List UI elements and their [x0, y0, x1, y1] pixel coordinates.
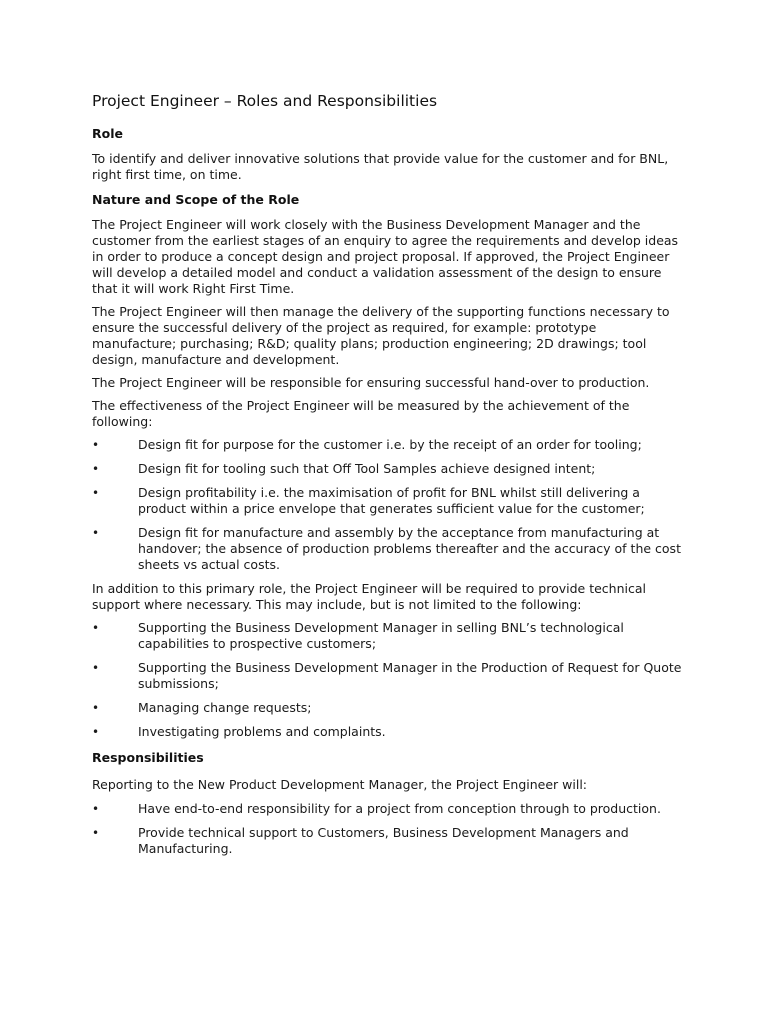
- list-item-text: Supporting the Business Development Manager in the Production of Request for Quote submissions;: [138, 660, 682, 691]
- bullet-icon: •: [92, 486, 100, 500]
- bullet-icon: •: [92, 826, 100, 840]
- list-item-text: Managing change requests;: [138, 700, 312, 715]
- list-item: [92, 660, 682, 692]
- bullet-icon: •: [92, 438, 100, 452]
- list-item-text: Provide technical support to Customers, Business Development Managers and Manufacturing.: [138, 825, 629, 856]
- list-item: [92, 700, 682, 716]
- additional-support-list: [92, 620, 682, 740]
- role-heading: Role: [92, 126, 123, 141]
- nature-paragraph-4: The effectiveness of the Project Engineer will be measured by the achievement of the following:: [92, 398, 630, 429]
- document-title: Project Engineer – Roles and Responsibilities: [92, 92, 438, 110]
- list-item: [92, 801, 682, 817]
- list-item-text: Design fit for tooling such that Off Tool Samples achieve designed intent;: [138, 461, 596, 476]
- list-item-text: Design profitability i.e. the maximisation of profit for BNL whilst still delivering a product within a price envelope that generates sufficient value for the customer;: [138, 485, 645, 516]
- responsibilities-list: [92, 801, 682, 857]
- nature-paragraph-3: The Project Engineer will be responsible for ensuring successful hand-over to production.: [92, 375, 650, 390]
- list-item-text: Have end-to-end responsibility for a project from conception through to production.: [138, 801, 661, 816]
- responsibilities-heading: Responsibilities: [92, 750, 204, 765]
- list-item: [92, 620, 682, 652]
- nature-paragraph-1: The Project Engineer will work closely with the Business Development Manager and the customer from the earliest stages of an enquiry to agree the requirements and develop ideas in order to produce a concept design and project proposal. If approved, the Project Engineer will develop a detailed model and conduct a validation assessment of the design to ensure that it will work Right First Time.: [92, 217, 679, 296]
- nature-scope-heading: Nature and Scope of the Role: [92, 192, 300, 207]
- list-item-text: Supporting the Business Development Manager in selling BNL’s technological capabilities to prospective customers;: [138, 620, 624, 651]
- document-page: [92, 90, 682, 865]
- bullet-icon: •: [92, 526, 100, 540]
- list-item: [92, 825, 682, 857]
- list-item: [92, 461, 682, 477]
- bullet-icon: •: [92, 621, 100, 635]
- bullet-icon: •: [92, 661, 100, 675]
- list-item-text: Design fit for manufacture and assembly by the acceptance from manufacturing at handover; the absence of production problems thereafter and the accuracy of the cost sheets vs actual costs.: [138, 525, 681, 572]
- list-item-text: Investigating problems and complaints.: [138, 724, 386, 739]
- list-item: [92, 485, 682, 517]
- role-text: To identify and deliver innovative solutions that provide value for the customer and for BNL, right first time, on time.: [92, 151, 669, 182]
- list-item: [92, 437, 682, 453]
- bullet-icon: •: [92, 725, 100, 739]
- nature-paragraph-2: The Project Engineer will then manage the delivery of the supporting functions necessary to ensure the successful delivery of the project as required, for example: prototype manufacture; purchasing; R&D; quality plans; production engineering; 2D drawings; tool design, manufacture and development.: [92, 304, 670, 367]
- responsibilities-intro: Reporting to the New Product Development Manager, the Project Engineer will:: [92, 777, 588, 792]
- list-item: [92, 525, 682, 573]
- bullet-icon: •: [92, 802, 100, 816]
- bullet-icon: •: [92, 462, 100, 476]
- list-item: [92, 724, 682, 740]
- additional-intro: In addition to this primary role, the Project Engineer will be required to provide technical support where necessary. This may include, but is not limited to the following:: [92, 581, 646, 612]
- measures-list: [92, 437, 682, 573]
- bullet-icon: •: [92, 701, 100, 715]
- list-item-text: Design fit for purpose for the customer i.e. by the receipt of an order for tooling;: [138, 437, 642, 452]
